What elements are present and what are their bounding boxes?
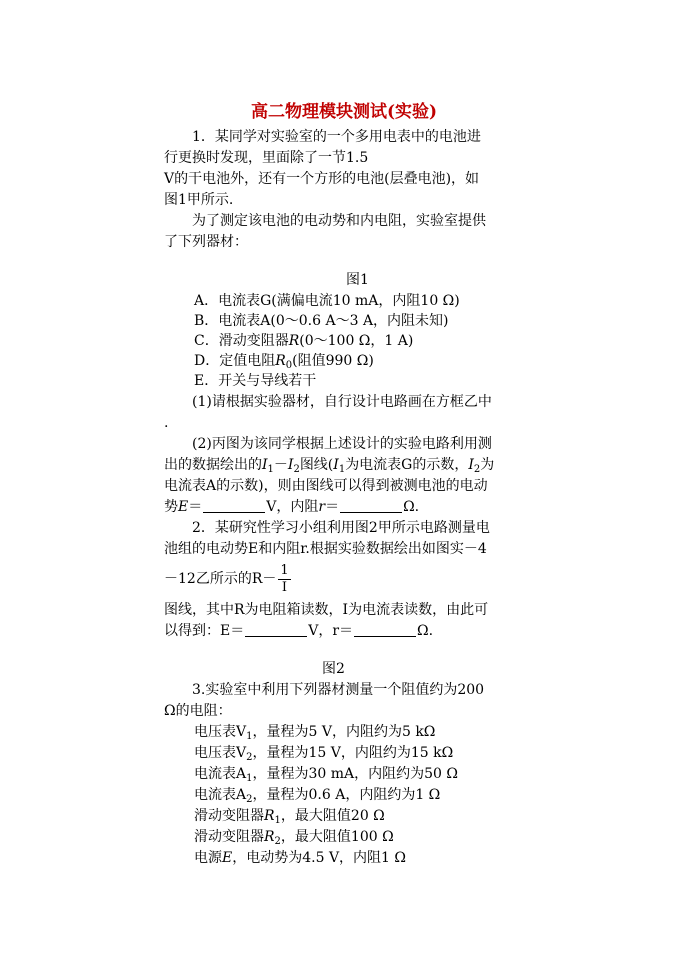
q3-e-name: 电源	[194, 850, 222, 866]
q3-rheostat-2	[194, 827, 394, 847]
q2-line-3	[164, 559, 291, 599]
q1-part1-line-1: (1)请根据实验器材，自行设计电路画在方框乙中	[192, 394, 492, 410]
q3-r2-name: 滑动变阻器	[194, 829, 264, 845]
q1-p2b-sub-2: 2	[293, 464, 300, 475]
q1-p2b-var-1: I	[262, 457, 268, 473]
q1-p2d-var-e: E	[178, 499, 189, 515]
q3-power-source	[194, 848, 406, 868]
figure-2-caption: 图2	[322, 661, 345, 677]
q1-part2-line-1: (2)丙图为该同学根据上述设计的实验电路利用测	[192, 436, 492, 452]
q2-l5-text-1: 以得到：E＝	[164, 623, 245, 639]
q3-r1-spec: ，最大阻值20 Ω	[280, 808, 385, 824]
q1-p2b-text-1: 出的数据绘出的	[164, 457, 262, 473]
q1-p2b-text-2: 图线(	[299, 457, 334, 473]
q1-item-c-text: C．滑动变阻器	[194, 333, 289, 349]
q1-line-4: 图1甲所示.	[164, 192, 234, 208]
q2-line-2: 池组的电动势E和内阻r.根据实验数据绘出如图实－4	[164, 541, 487, 557]
q1-item-d-var: R	[275, 353, 286, 369]
q3-v2-sub: 2	[246, 752, 253, 763]
q1-item-b: B．电流表A(0～0.6 A～3 A，内阻未知)	[194, 313, 449, 329]
q3-v1-name: 电压表V	[194, 724, 247, 740]
page-title: 高二物理模块测试(实验)	[250, 102, 438, 122]
q1-item-d	[194, 351, 374, 371]
q3-r1-sub: 1	[274, 815, 281, 826]
q3-line-2: Ω的电阻：	[164, 703, 232, 719]
q1-p2d-var-r: r	[318, 499, 326, 515]
q1-p2b-var-2: I	[287, 457, 294, 473]
q2-resistance-answer-blank[interactable]	[354, 622, 416, 637]
q1-p2b-sub-3: 1	[338, 464, 346, 475]
q2-line-4: 图线，其中R为电阻箱读数，I为电流表读数，由此可	[164, 602, 489, 618]
q1-part1-line-2: .	[164, 415, 169, 431]
q1-item-d-sub: 0	[285, 360, 293, 371]
q1-part2-line-3: 电流表A的示数)，则由图线可以得到被测电池的电动	[164, 478, 488, 494]
q2-l5-unit: Ω.	[417, 623, 434, 639]
q1-p2d-eq-2: ＝	[325, 499, 340, 515]
q1-p2d-text-1: 势	[164, 499, 178, 515]
q1-part2-line-2	[164, 455, 494, 475]
q3-a1-sub: 1	[246, 773, 253, 784]
q1-line-2: 行更换时发现，里面除了一节1.5	[164, 150, 369, 166]
q1-line-6: 了下列器材：	[164, 234, 248, 250]
q3-a2-name: 电流表A	[194, 787, 247, 803]
q1-item-e: E．开关与导线若干	[194, 373, 317, 389]
fraction-numerator: 1	[280, 562, 289, 578]
q3-v2-name: 电压表V	[194, 745, 247, 761]
q3-voltmeter-1	[194, 722, 435, 742]
q3-ammeter-2	[194, 785, 440, 805]
q1-p2b-text-4: 为	[480, 457, 495, 473]
q3-a1-spec: ，量程为30 mA，内阻约为50 Ω	[252, 766, 459, 782]
q1-item-d-spec: (阻值990 Ω)	[292, 353, 374, 369]
q1-line-1: 1．某同学对实验室的一个多用电表中的电池进	[192, 129, 481, 145]
q3-e-var: E	[222, 850, 233, 866]
q3-r2-spec: ，最大阻值100 Ω	[280, 829, 394, 845]
q3-r2-sub: 2	[274, 836, 281, 847]
q3-v1-spec: ，量程为5 V，内阻约为5 kΩ	[252, 724, 436, 740]
fraction-one-over-i	[278, 563, 290, 596]
q3-v2-spec: ，量程为15 V，内阻约为15 kΩ	[252, 745, 454, 761]
q3-r1-var: R	[264, 808, 275, 824]
q1-part2-line-4	[164, 497, 419, 517]
q2-emf-answer-blank[interactable]	[245, 622, 307, 637]
q2-line-1: 2．某研究性学习小组利用图2甲所示电路测量电	[192, 520, 490, 536]
resistance-answer-blank[interactable]	[340, 498, 402, 513]
q3-ammeter-1	[194, 764, 458, 784]
q1-item-a: A．电流表G(满偏电流10 mA，内阻10 Ω)	[194, 293, 460, 309]
q3-e-spec: ，电动势为4.5 V，内阻1 Ω	[232, 850, 407, 866]
q3-v1-sub: 1	[246, 731, 253, 742]
q3-rheostat-1	[194, 806, 385, 826]
emf-answer-blank[interactable]	[203, 498, 265, 513]
q1-p2b-sub-4: 2	[473, 464, 481, 475]
q1-item-c-var: R	[288, 333, 300, 349]
q2-line-5	[164, 621, 433, 641]
q3-a1-name: 电流表A	[194, 766, 247, 782]
q3-a2-spec: ，量程为0.6 A，内阻约为1 Ω	[252, 787, 441, 803]
q1-p2d-unit: Ω.	[403, 499, 420, 515]
q2-l5-text-2: V，r＝	[308, 623, 354, 639]
q3-r2-var: R	[264, 829, 275, 845]
q3-voltmeter-2	[194, 743, 453, 763]
q1-p2b-sub-1: 1	[267, 464, 274, 475]
q1-line-5: 为了测定该电池的电动势和内电阻，实验室提供	[192, 213, 486, 229]
figure-1-caption: 图1	[346, 272, 369, 288]
fraction-denominator: I	[281, 579, 288, 595]
q1-p2b-minus: －	[273, 457, 288, 473]
q1-p2d-text-2: V，内阻	[266, 499, 319, 515]
q3-line-1: 3.实验室中利用下列器材测量一个阻值约为200	[192, 682, 485, 698]
q2-line-3-text: －12乙所示的R－	[164, 571, 277, 587]
q1-item-c	[194, 331, 413, 351]
q1-line-3: V的干电池外，还有一个方形的电池(层叠电池)，如	[164, 171, 480, 187]
q1-p2b-var-4: I	[468, 457, 474, 473]
q3-r1-name: 滑动变阻器	[194, 808, 264, 824]
q1-p2d-eq-1: ＝	[188, 499, 203, 515]
q3-a2-sub: 2	[246, 794, 253, 805]
q1-item-c-spec: (0～100 Ω，1 A)	[299, 333, 414, 349]
q1-p2b-var-3: I	[333, 457, 339, 473]
q1-p2b-text-3: 为电流表G的示数，	[345, 457, 469, 473]
q1-item-d-text: D．定值电阻	[194, 353, 276, 369]
